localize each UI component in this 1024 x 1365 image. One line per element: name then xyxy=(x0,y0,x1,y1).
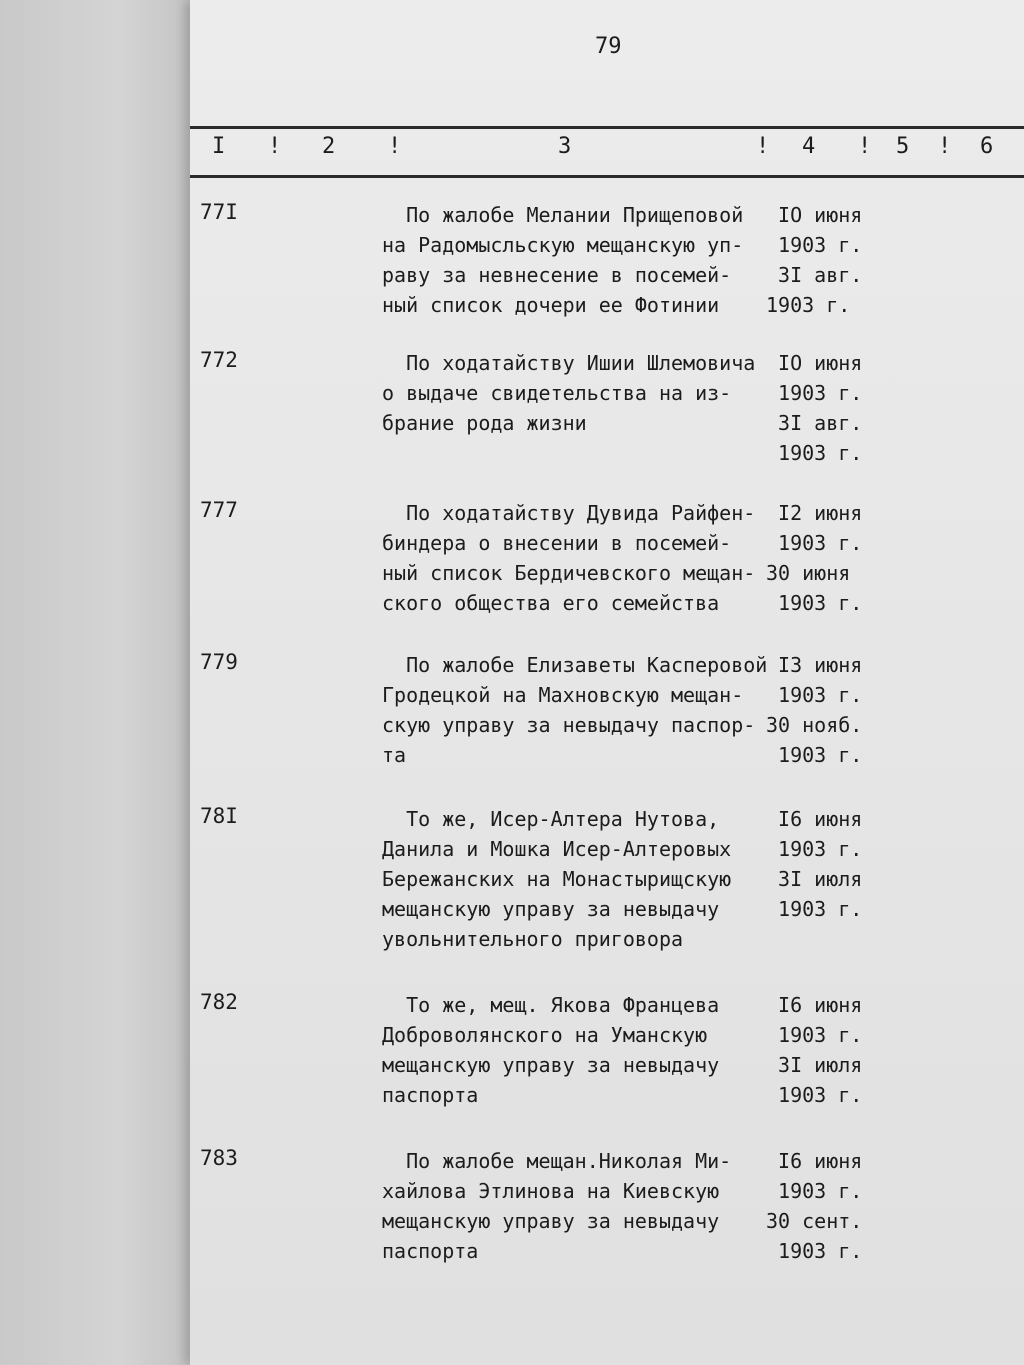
entry-dates: I6 июня 1903 г. 3I июля 1903 г. xyxy=(778,993,863,1107)
column-separator: ! xyxy=(938,134,952,159)
column-separator: ! xyxy=(268,134,282,159)
entry-dates: I3 июня 1903 г. 30 нояб. 1903 г. xyxy=(766,653,863,767)
entry-description: По жалобе Мелании Прищеповой на Радомысльскую мещанскую уп- раву за невнесение в посемей- ный список дочери ее Фотинии xyxy=(382,203,744,317)
column-header-2: 2 xyxy=(322,134,336,159)
entry-dates: IO июня 1903 г. 3I авг. 1903 г. xyxy=(778,351,863,465)
header-rule-top xyxy=(190,126,1024,129)
entry-description: По ходатайству Дувида Райфен- биндера о внесении в посемей- ный список Бердичевского мещан- ского общества его семейства xyxy=(382,501,756,615)
facing-page xyxy=(0,0,200,1365)
entry-description: По жалобе Елизаветы Касперовой Гродецкой на Махновскую мещан- скую управу за невыдачу паспор- та xyxy=(382,653,768,767)
column-separator: ! xyxy=(858,134,872,159)
entry-dates: IO июня 1903 г. 3I авг. 1903 г. xyxy=(766,203,863,317)
entry-number: 779 xyxy=(200,650,238,674)
entry-number: 783 xyxy=(200,1146,238,1170)
entry-number: 77I xyxy=(200,200,238,224)
entry-number: 777 xyxy=(200,498,238,522)
entry-dates: I6 июня 1903 г. 30 сент. 1903 г. xyxy=(766,1149,863,1263)
column-header-3: 3 xyxy=(558,134,572,159)
entry-dates: I6 июня 1903 г. 3I июля 1903 г. xyxy=(778,807,863,921)
column-header-1: I xyxy=(212,134,226,159)
column-header-5: 5 xyxy=(896,134,910,159)
column-separator: ! xyxy=(756,134,770,159)
column-header-4: 4 xyxy=(802,134,816,159)
column-header-6: 6 xyxy=(980,134,994,159)
page-number: 79 xyxy=(595,34,622,59)
header-rule-bottom xyxy=(190,175,1024,178)
entry-dates: I2 июня 1903 г. 30 июня 1903 г. xyxy=(766,501,863,615)
entry-number: 782 xyxy=(200,990,238,1014)
entry-number: 78I xyxy=(200,804,238,828)
entry-description: По ходатайству Ишии Шлемовича о выдаче свидетельства на из- брание рода жизни xyxy=(382,351,756,435)
column-separator: ! xyxy=(388,134,402,159)
entry-description: То же, Исер-Алтера Нутова, Данила и Мошка Исер-Алтеровых Бережанских на Монастырищскую мещанскую управу за невыдачу увольнительного приговора xyxy=(382,807,732,951)
entry-description: По жалобе мещан.Николая Ми- хайлова Этлинова на Киевскую мещанскую управу за невыдачу паспорта xyxy=(382,1149,732,1263)
entry-description: То же, мещ. Якова Францева Доброволянского на Уманскую мещанскую управу за невыдачу паспорта xyxy=(382,993,720,1107)
document-page xyxy=(190,0,1024,1365)
entry-number: 772 xyxy=(200,348,238,372)
